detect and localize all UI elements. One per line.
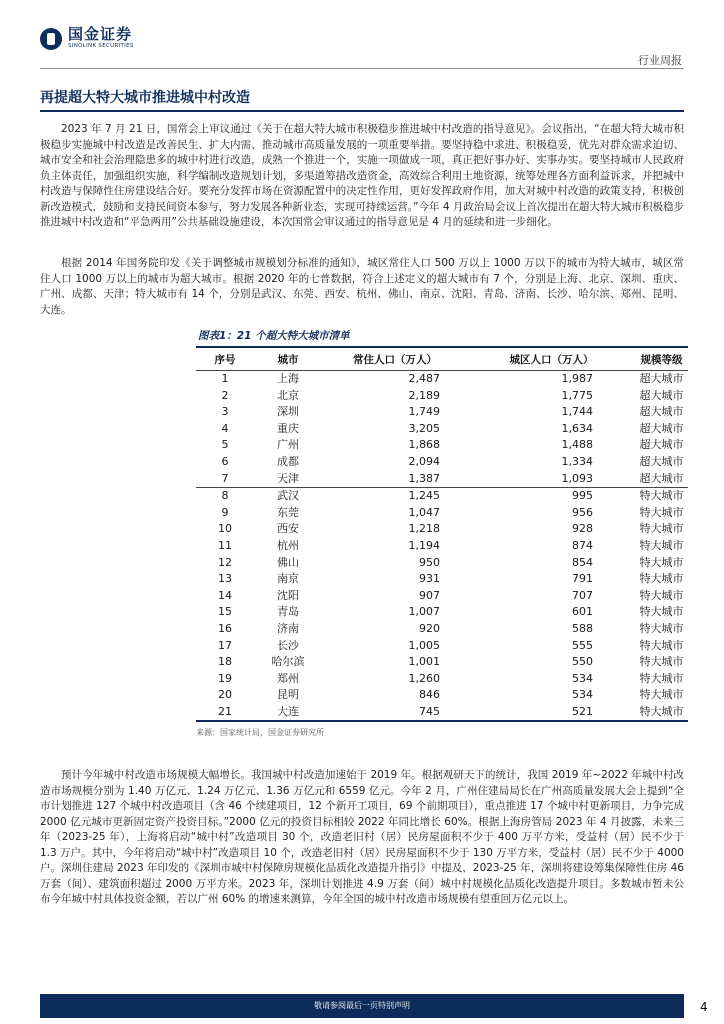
row-city: 上海 [277, 372, 299, 385]
row-urban-pop: 854 [572, 555, 593, 569]
table-row [196, 471, 688, 488]
table-row [196, 437, 688, 454]
row-resident-pop: 2,189 [408, 388, 440, 402]
row-scale: 特大城市 [635, 488, 688, 505]
logo-icon [40, 28, 62, 50]
footer-disclaimer: 敬请参阅最后一页特别声明 [314, 1001, 410, 1010]
row-urban-pop: 588 [572, 621, 593, 635]
city-list-figure [196, 328, 688, 738]
row-urban-pop: 1,488 [561, 438, 593, 452]
table-row [196, 505, 688, 522]
row-scale: 特大城市 [639, 555, 684, 569]
header-index: 序号 [196, 348, 254, 371]
row-scale: 超大城市 [639, 372, 684, 385]
table-row [196, 654, 688, 671]
page-number: 4 [700, 1000, 708, 1014]
row-urban-pop: 601 [572, 605, 593, 619]
row-resident-pop: 2,094 [408, 454, 440, 468]
row-scale: 超大城市 [639, 421, 684, 435]
row-scale: 超大城市 [639, 471, 684, 485]
row-index: 4 [221, 421, 229, 435]
table-row [196, 604, 688, 621]
row-scale: 特大城市 [639, 638, 684, 652]
row-scale: 特大城市 [639, 522, 684, 536]
row-urban-pop: 550 [572, 655, 593, 669]
section-title [40, 86, 684, 112]
row-resident-pop: 1,245 [322, 488, 468, 505]
row-resident-pop: 931 [419, 572, 440, 586]
row-scale: 特大城市 [635, 704, 688, 722]
header-resident-pop: 常住人口（万人） [322, 348, 468, 371]
header-scale: 规模等级 [635, 348, 688, 371]
row-resident-pop: 907 [419, 588, 440, 602]
row-index: 5 [221, 438, 229, 452]
table-row [196, 488, 688, 505]
row-urban-pop: 791 [572, 572, 593, 586]
table-row [196, 687, 688, 704]
row-index: 11 [218, 538, 232, 552]
row-index: 17 [218, 638, 232, 652]
row-resident-pop: 920 [419, 621, 440, 635]
row-city: 北京 [277, 388, 299, 402]
table-row [196, 388, 688, 405]
row-index: 3 [221, 405, 229, 419]
row-scale: 特大城市 [639, 655, 684, 669]
table-row [196, 588, 688, 605]
row-city: 大连 [254, 704, 322, 722]
row-urban-pop: 1,987 [561, 372, 593, 385]
row-resident-pop: 1,868 [408, 438, 440, 452]
table-row [196, 454, 688, 471]
row-index: 14 [218, 588, 232, 602]
row-urban-pop: 874 [572, 538, 593, 552]
row-resident-pop: 1,194 [408, 538, 440, 552]
row-city: 哈尔滨 [271, 655, 305, 669]
row-scale: 超大城市 [639, 438, 684, 452]
row-scale: 特大城市 [639, 588, 684, 602]
row-index: 18 [218, 655, 232, 669]
row-urban-pop: 1,634 [561, 421, 593, 435]
section-title-text: 再提超大特大城市推进城中村改造 [40, 90, 250, 106]
logo-text-en: SINOLINK SECURITIES [68, 43, 134, 49]
table-row [196, 404, 688, 421]
row-scale: 超大城市 [639, 454, 684, 468]
table-header-row [196, 348, 688, 371]
row-scale: 特大城市 [639, 538, 684, 552]
row-resident-pop: 745 [322, 704, 468, 722]
row-index: 19 [218, 671, 232, 685]
row-index: 8 [196, 488, 254, 505]
paragraph-2: 根据 2014 年国务院印发《关于调整城市规模划分标准的通知》，城区常住人口 500 万以上 1000 万以下的城市为特大城市，城区常住人口 1000 万以上的城市为超大城市。根据 2020 年的七普数据，符合上述定义的超大城市有 7 个，分别是上海、北京、深圳、重庆、广州、成都、天津；特大城市有 14 个，分别是武汉、东莞、西安、杭州、佛山、南京、沈阳、青岛、济南、长沙、哈尔滨、郑州、昆明、大连。 [40, 257, 684, 316]
row-scale: 超大城市 [639, 388, 684, 402]
row-urban-pop: 1,334 [561, 454, 593, 468]
row-scale: 特大城市 [639, 621, 684, 635]
row-city: 成都 [277, 454, 299, 468]
row-scale: 特大城市 [639, 688, 684, 702]
row-urban-pop: 521 [468, 704, 635, 722]
row-resident-pop: 2,487 [408, 372, 440, 385]
row-index: 10 [218, 522, 232, 536]
paragraph-3: 预计今年城中村改造市场规模大幅增长。我国城中村改造加速始于 2019 年。根据观研天下的统计，我国 2019 年~2022 年城中村改造市场规模分别为 1.40 万亿元、1.24 万亿元、1.36 万亿元和 6559 亿元。今年 2 月，广州住建局局长在广州高质量发展大会上提到“全市计划推进 127 个城中村改造项目（含 46 个续建项目，12 个新开工项目，69 个前期项目），重点推进 17 个城中村更新项目，力争完成 2000 亿元城市更新固定资产投资目标。”2000 亿元的投资目标相较 2022 年同比增长 60%。根据上海房管局 2023 年 4 月披露，未来三年（2023-25 年），上海将启动“城中村”改造项目 30 个，改造老旧村（居）民房屋面积不少于 400 万平方米，受益村（居）民不少于 1.3 万户。其中，今年将启动“城中村”改造项目 10 个，改造老旧村（居）民房屋面积不少于 130 万平方米，受益村（居）民不少于 4000 户。深圳住建局 2023 年印发的《深圳市城中村保障房规模化品质化改造提升指引》中提及，2023-25 年，深圳将建设筹集保障性住房 46 万套（间）、建筑面积超过 2000 万平方米。2023 年，深圳计划推进 4.9 万套（间）城中村规模化品质化改造提升项目。多数城市暂未公布今年城中村具体投资金额，若以广州 60% 的增速来测算，今年全国的城中村改造市场规模有望重回万亿元以上。 [40, 769, 684, 905]
row-resident-pop: 1,749 [408, 405, 440, 419]
header-divider [40, 68, 684, 69]
row-city: 青岛 [277, 605, 299, 619]
table-row [196, 621, 688, 638]
row-city: 天津 [277, 471, 299, 485]
row-urban-pop: 707 [572, 588, 593, 602]
logo-text-cn: 国金证券 [68, 25, 133, 43]
row-city: 济南 [277, 621, 299, 635]
row-city: 长沙 [277, 638, 299, 652]
table-row [196, 555, 688, 572]
row-index: 1 [221, 372, 229, 385]
table-row [196, 538, 688, 555]
row-scale: 特大城市 [639, 671, 684, 685]
row-index: 7 [221, 471, 229, 485]
row-city: 南京 [277, 572, 299, 586]
table-row [196, 421, 688, 438]
row-scale: 特大城市 [639, 572, 684, 586]
paragraph-1: 2023 年 7 月 21 日，国常会上审议通过《关于在超大特大城市积极稳步推进城中村改造的指导意见》。会议指出，“在超大特大城市积极稳步实施城中村改造是改善民生、扩大内需、推动城市高质量发展的一项重要举措。要坚持稳中求进、积极稳妥，优先对群众需求迫切、城市安全和社会治理隐患多的城中村进行改造，成熟一个推进一个，实施一项做成一项，真正把好事办好、实事办实。要坚持城市人民政府负主体责任，加强组织实施，科学编制改造规划计划，多渠道筹措改造资金，高效综合利用土地资源，统筹处理各方面利益诉求，并把城中村改造与保障性住房建设结合好。要充分发挥市场在资源配置中的决定性作用，更好发挥政府作用，加大对城中村改造的政策支持，积极创新改造模式，鼓励和支持民间资本参与，努力发展各种新业态，实现可持续运营。”今年 4 月政治局会议上首次提出在超大特大城市积极稳步推进城中村改造和“平急两用”公共基础设施建设，本次国常会审议通过的指导意见是 4 月的延续和进一步细化。 [40, 123, 684, 228]
row-index: 16 [218, 621, 232, 635]
row-resident-pop: 1,001 [408, 655, 440, 669]
row-scale: 特大城市 [639, 505, 684, 519]
row-urban-pop: 534 [572, 688, 593, 702]
row-urban-pop: 956 [572, 505, 593, 519]
city-table [196, 348, 688, 722]
row-index: 9 [221, 505, 229, 519]
table-row [196, 704, 688, 722]
table-row [196, 638, 688, 655]
row-urban-pop: 1,744 [561, 405, 593, 419]
header-city: 城市 [254, 348, 322, 371]
table-row [196, 571, 688, 588]
row-resident-pop: 950 [419, 555, 440, 569]
page-header [0, 0, 724, 70]
row-index: 6 [221, 454, 229, 468]
row-urban-pop: 995 [468, 488, 635, 505]
report-type-label: 行业周报 [638, 54, 682, 67]
row-city: 广州 [277, 438, 299, 452]
row-resident-pop: 1,047 [408, 505, 440, 519]
table-row [196, 521, 688, 538]
row-city: 郑州 [277, 671, 299, 685]
figure-title: 图表1：21 个超大特大城市清单 [196, 328, 688, 348]
row-scale: 超大城市 [639, 405, 684, 419]
row-resident-pop: 1,387 [408, 471, 440, 485]
row-index: 20 [218, 688, 232, 702]
row-resident-pop: 1,007 [408, 605, 440, 619]
row-resident-pop: 1,005 [408, 638, 440, 652]
row-urban-pop: 534 [572, 671, 593, 685]
row-city: 佛山 [277, 555, 299, 569]
header-urban-pop: 城区人口（万人） [468, 348, 635, 371]
row-urban-pop: 555 [572, 638, 593, 652]
row-urban-pop: 1,093 [561, 471, 593, 485]
row-city: 杭州 [277, 538, 299, 552]
row-city: 沈阳 [277, 588, 299, 602]
row-city: 昆明 [277, 688, 299, 702]
figure-source: 来源：国家统计局，国金证券研究所 [196, 728, 324, 738]
row-city: 重庆 [277, 421, 299, 435]
row-index: 2 [221, 388, 229, 402]
row-urban-pop: 928 [572, 522, 593, 536]
row-city: 西安 [277, 522, 299, 536]
table-row [196, 371, 688, 388]
row-scale: 特大城市 [639, 605, 684, 619]
row-resident-pop: 3,205 [408, 421, 440, 435]
row-city: 深圳 [277, 405, 299, 419]
row-index: 12 [218, 555, 232, 569]
row-resident-pop: 1,260 [408, 671, 440, 685]
row-index: 13 [218, 572, 232, 586]
footer-bar [40, 994, 684, 1018]
row-city: 东莞 [277, 505, 299, 519]
table-row [196, 671, 688, 688]
row-resident-pop: 846 [419, 688, 440, 702]
row-resident-pop: 1,218 [408, 522, 440, 536]
row-index: 21 [196, 704, 254, 722]
row-index: 15 [218, 605, 232, 619]
row-city: 武汉 [254, 488, 322, 505]
row-urban-pop: 1,775 [561, 388, 593, 402]
sinolink-logo [40, 27, 134, 50]
